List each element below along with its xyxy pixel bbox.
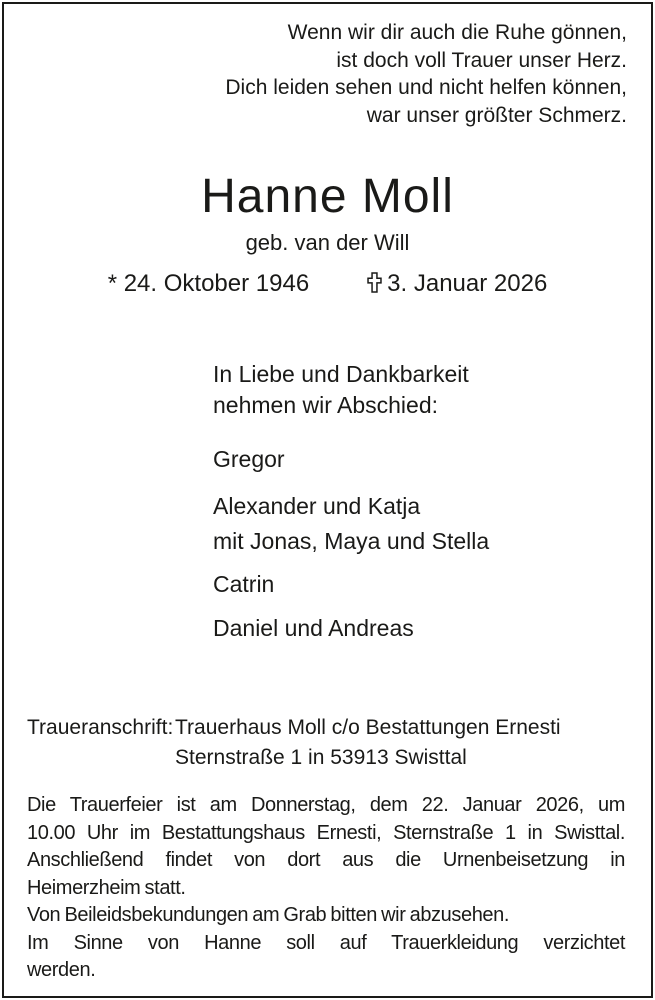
- mourner-name: Gregor: [213, 446, 285, 472]
- poem-line: war unser größter Schmerz.: [366, 103, 627, 127]
- funeral-details-line: Anschließend findet von dort aus die Urnenbeisetzung in: [27, 849, 625, 871]
- birth-date: [108, 269, 309, 299]
- death-date-text: 3. Januar 2026: [387, 270, 548, 297]
- mourner-name: Alexander und Katja: [213, 493, 421, 519]
- maiden-name: geb. van der Will: [245, 230, 410, 255]
- funeral-details-line: 10.00 Uhr im Bestattungshaus Ernesti, Sternstraße 1 in Swisttal.: [27, 821, 625, 844]
- farewell-line: nehmen wir Abschied:: [213, 391, 439, 418]
- funeral-details-line: werden.: [27, 959, 96, 981]
- mourners-list: [213, 442, 489, 646]
- deceased-name: Hanne Moll: [201, 170, 454, 223]
- birth-date-text: 24. Oktober 1946: [123, 270, 310, 297]
- outlined-latin-cross-icon: [367, 272, 382, 293]
- mourning-address-label: Traueranschrift:: [27, 716, 174, 739]
- poem-line: Dich leiden sehen und nicht helfen können,: [225, 76, 627, 99]
- funeral-details: [27, 792, 625, 985]
- funeral-details-line: Im Sinne von Hanne soll auf Trauerkleidung verzichtet: [27, 931, 625, 954]
- funeral-details-line: Heimerzheim statt.: [27, 876, 186, 899]
- farewell-line: In Liebe und Dankbarkeit: [213, 361, 469, 387]
- funeral-details-line: Von Beileidsbekundungen am Grab bitten wir abzusehen.: [27, 904, 510, 926]
- poem-line: ist doch voll Trauer unser Herz.: [336, 48, 627, 72]
- mourning-poem: [225, 19, 627, 129]
- mourner-name: Daniel und Andreas: [213, 615, 414, 641]
- poem-line: Wenn wir dir auch die Ruhe gönnen,: [287, 21, 627, 44]
- birth-star-icon: *: [107, 270, 118, 297]
- mourning-address-value: [175, 713, 561, 772]
- mourner-name: Catrin: [213, 571, 275, 597]
- mourning-address-line: Trauerhaus Moll c/o Bestattungen Ernesti: [175, 716, 561, 739]
- life-dates: [0, 269, 655, 299]
- mourner-name: mit Jonas, Maya und Stella: [213, 528, 490, 554]
- mourning-address: [27, 713, 561, 772]
- death-date: [367, 269, 547, 299]
- funeral-details-line: Die Trauerfeier ist am Donnerstag, dem 22. Januar 2026, um: [27, 794, 625, 816]
- farewell-statement: [213, 359, 469, 420]
- mourning-address-line: Sternstraße 1 in 53913 Swisttal: [175, 745, 467, 769]
